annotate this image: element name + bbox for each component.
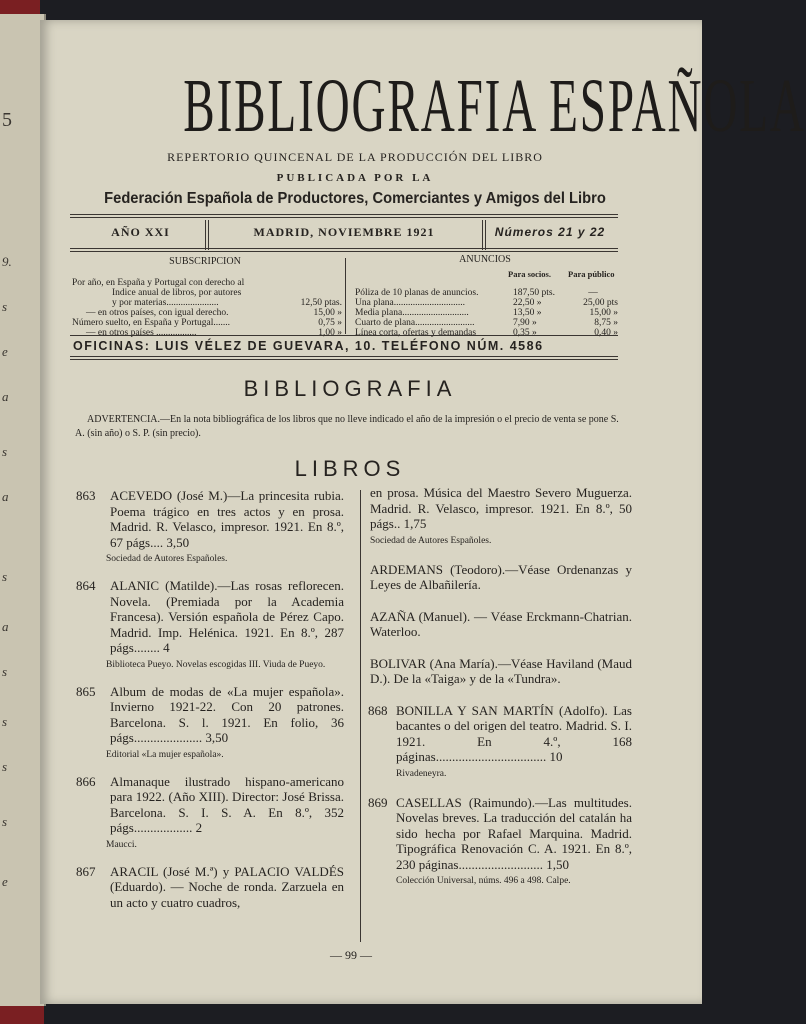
subscription-price: 12,50 ptas. <box>300 298 342 308</box>
ads-row <box>355 288 620 298</box>
prev-page-mark: a <box>2 489 9 504</box>
subscription-line <box>72 288 342 298</box>
prev-page-mark: s <box>2 569 8 584</box>
prev-page-mark: a <box>2 389 9 404</box>
book-entry <box>76 774 344 850</box>
book-entry <box>370 703 632 779</box>
subscription-line <box>72 278 342 288</box>
book-entry <box>370 485 632 546</box>
prev-page-mark: s <box>2 759 8 774</box>
entry-publisher: Maucci. <box>106 839 137 850</box>
divider <box>482 220 483 250</box>
divider <box>345 258 346 334</box>
entry-number: 863 <box>76 488 96 503</box>
ads-row-label: Línea corta, ofertas y demandas <box>355 328 477 338</box>
prev-page-mark: a <box>2 619 9 634</box>
entry-text: CASELLAS (Raimundo).—Las multitudes. Novelas breves. La traducción del catalán ha sido hecha por Rafael Marquina. Madrid. Tipográfica Renovación C. A. 1921. En 8.º, 230 páginas.......................... 1,50 <box>396 794 632 872</box>
subscription-text: Número suelto, en España y Portugal....... <box>72 318 231 328</box>
published-by: PUBLICADA POR LA <box>276 172 434 184</box>
ads-table <box>355 288 620 338</box>
rule <box>70 335 618 336</box>
subscription-line <box>72 328 342 338</box>
book-entry <box>370 795 632 887</box>
rule <box>70 359 618 360</box>
divider <box>485 220 486 250</box>
entry-publisher: Editorial «La mujer española». <box>106 749 224 760</box>
masthead-subtitle: REPERTORIO QUINCENAL DE LA PRODUCCIÓN DEL LIBRO <box>167 150 543 164</box>
divider <box>205 220 206 250</box>
issue-numbers: Números 21 y 22 <box>494 225 606 239</box>
prev-page-mark: e <box>2 874 8 889</box>
year-label: AÑO XXI <box>111 225 170 239</box>
ads-row-socios: 0,35 » <box>513 328 537 338</box>
entry-number: 867 <box>76 863 96 879</box>
entry-text: ALANIC (Matilde).—Las rosas reflorecen. Novela. (Premiada por la Academia Francesa). Versión española de Pérez Capo. Madrid. Imp. Helénica. 1921. En 8.º, 287 págs........ 4 <box>110 578 344 655</box>
ads-row-socios: 7,90 » <box>513 318 537 328</box>
book-entry <box>370 562 632 593</box>
entry-text: Almanaque ilustrado hispano-americano para 1922. (Año XIII). Director: José Brissa. Barcelona. S. I. S. A. En 8.º, 352 págs.................. 2 <box>110 773 344 835</box>
ads-row-socios: 22,50 » <box>513 298 542 308</box>
right-column <box>370 485 632 886</box>
book-entry <box>76 864 344 911</box>
ads-col-publico: Para público <box>568 269 615 279</box>
subscription-price: 1,00 » <box>318 328 342 338</box>
entry-publisher: Biblioteca Pueyo. Novelas escogidas III. Viuda de Pueyo. <box>106 659 326 670</box>
entry-text: BONILLA Y SAN MARTÍN (Adolfo). Las bacantes o del origen del teatro. Madrid. S. I. 1921. En 4.º, 168 páginas.................................. 10 <box>396 702 632 764</box>
section-title: BIBLIOGRAFIA <box>243 376 457 401</box>
book-entry <box>76 684 344 760</box>
divider <box>208 220 209 250</box>
entry-text: Album de modas de «La mujer española». Invierno 1921-22. Con 20 patrones. Barcelona. S. l. 1921. En folio, 36 págs..................... 3,50 <box>110 683 344 745</box>
subscription-text: — en otros países ................. <box>86 328 197 338</box>
prev-page-mark: s <box>2 444 8 459</box>
prev-page-mark: s <box>2 664 8 679</box>
book-entry <box>76 488 344 564</box>
prev-page-mark: s <box>2 814 8 829</box>
entry-number: 865 <box>76 683 96 699</box>
entry-text: en prosa. Música del Maestro Severo Muguerza. Madrid. R. Velasco, impresor. 1921. En 8.º, 50 págs.. 1,75 <box>370 485 632 531</box>
subscription-heading: SUBSCRIPCION <box>169 256 241 267</box>
ads-row <box>355 308 620 318</box>
ads-row-publico: 15,00 » <box>589 308 618 318</box>
masthead-title: BIBLIOGRAFIA ESPAÑOLA <box>183 64 806 148</box>
subscription-line <box>72 298 342 308</box>
ads-row-publico: 25,00 pts <box>583 298 618 308</box>
prev-page-mark: 9. <box>2 254 12 269</box>
entry-number: 869 <box>368 794 388 810</box>
column-divider <box>360 490 361 942</box>
ads-row <box>355 328 620 338</box>
ads-row-socios: 13,50 » <box>513 308 542 318</box>
entry-text: ACEVEDO (José M.)—La princesita rubia. Poema trágico en tres actos y en prosa. Madrid. R. Velasco, impresor. 1921. En 8.º, 67 págs.... 3,50 <box>110 488 344 550</box>
entry-text: ARACIL (José M.ª) y PALACIO VALDÉS (Eduardo). — Noche de ronda. Zarzuela en un acto y cuatro cuadros, <box>110 863 344 910</box>
ads-row-socios: 187,50 pts. <box>513 288 555 298</box>
date-label: MADRID, NOVIEMBRE 1921 <box>253 225 435 239</box>
entry-publisher: Sociedad de Autores Españoles. <box>370 535 492 546</box>
entry-text: ARDEMANS (Teodoro).—Véase Ordenanzas y Leyes de Albañilería. <box>370 561 632 592</box>
ads-col-socios: Para socios. <box>508 269 551 279</box>
subscription-text: y por materias...................... <box>112 298 219 308</box>
book-spine-bottom <box>0 1006 44 1024</box>
entry-text: AZAÑA (Manuel). — Véase Erckmann-Chatrian. Waterloo. <box>370 608 632 639</box>
entry-number: 868 <box>368 702 388 718</box>
entry-text: BOLIVAR (Ana María).—Véase Haviland (Maud D.). De la «Taiga» y de la «Tundra». <box>370 655 632 686</box>
subscription-list <box>72 278 342 338</box>
prev-page-mark: 5 <box>2 109 12 131</box>
subscription-text: — en otros países, con igual derecho. <box>86 308 229 318</box>
book-entry <box>370 656 632 687</box>
ads-row-publico: 0,40 » <box>594 328 618 338</box>
subscription-line <box>72 318 342 328</box>
entry-publisher: Colección Universal, núms. 496 a 498. Calpe. <box>396 876 571 886</box>
federation-name: Federación Española de Productores, Comerciantes y Amigos del Libro <box>104 190 606 207</box>
entry-publisher: Sociedad de Autores Españoles. <box>106 554 228 564</box>
subscription-text: Indice anual de libros, por autores <box>112 288 242 298</box>
advertencia-note: ADVERTENCIA.—En la nota bibliográfica de los libros que no lleve indicado el año de la impresión o el precio de venta se pone S. A. (sin año) o S. P. (sin precio). <box>75 414 619 439</box>
subsection-title: LIBROS <box>294 456 406 481</box>
rule <box>70 356 618 357</box>
prev-page-mark: s <box>2 299 8 314</box>
office-address: OFICINAS: LUIS VÉLEZ DE GUEVARA, 10. TELÉFONO NÚM. 4586 <box>73 339 544 353</box>
subscription-line <box>72 308 342 318</box>
ads-row-label: Media plana............................ <box>355 308 469 318</box>
ads-row <box>355 318 620 328</box>
page-number: — 99 — <box>330 948 372 962</box>
rule <box>70 251 618 252</box>
entry-publisher: Rivadeneyra. <box>396 768 447 779</box>
book-spine-top <box>0 0 40 14</box>
ads-row <box>355 298 620 308</box>
ads-row-publico: 8,75 » <box>594 318 618 328</box>
rule <box>70 217 618 218</box>
rule <box>70 248 618 249</box>
rule <box>70 214 618 215</box>
prev-page-mark: e <box>2 344 8 359</box>
ads-heading: ANUNCIOS <box>459 254 511 265</box>
prev-page-mark: s <box>2 714 8 729</box>
ads-row-label: Cuarto de plana......................... <box>355 318 475 328</box>
entry-number: 866 <box>76 773 96 789</box>
subscription-price: 0,75 » <box>318 318 342 328</box>
subscription-price: 15,00 » <box>313 308 342 318</box>
journal-page <box>40 20 806 1004</box>
ads-row-publico: — <box>588 288 598 298</box>
entry-number: 864 <box>76 578 96 593</box>
subscription-text: Por año, en España y Portugal con derecho al <box>72 278 245 288</box>
ads-row-label: Póliza de 10 planas de anuncios. <box>355 288 479 298</box>
left-column <box>76 488 344 910</box>
book-entry <box>370 609 632 640</box>
ads-row-label: Una plana.............................. <box>355 298 466 308</box>
book-entry <box>76 578 344 670</box>
